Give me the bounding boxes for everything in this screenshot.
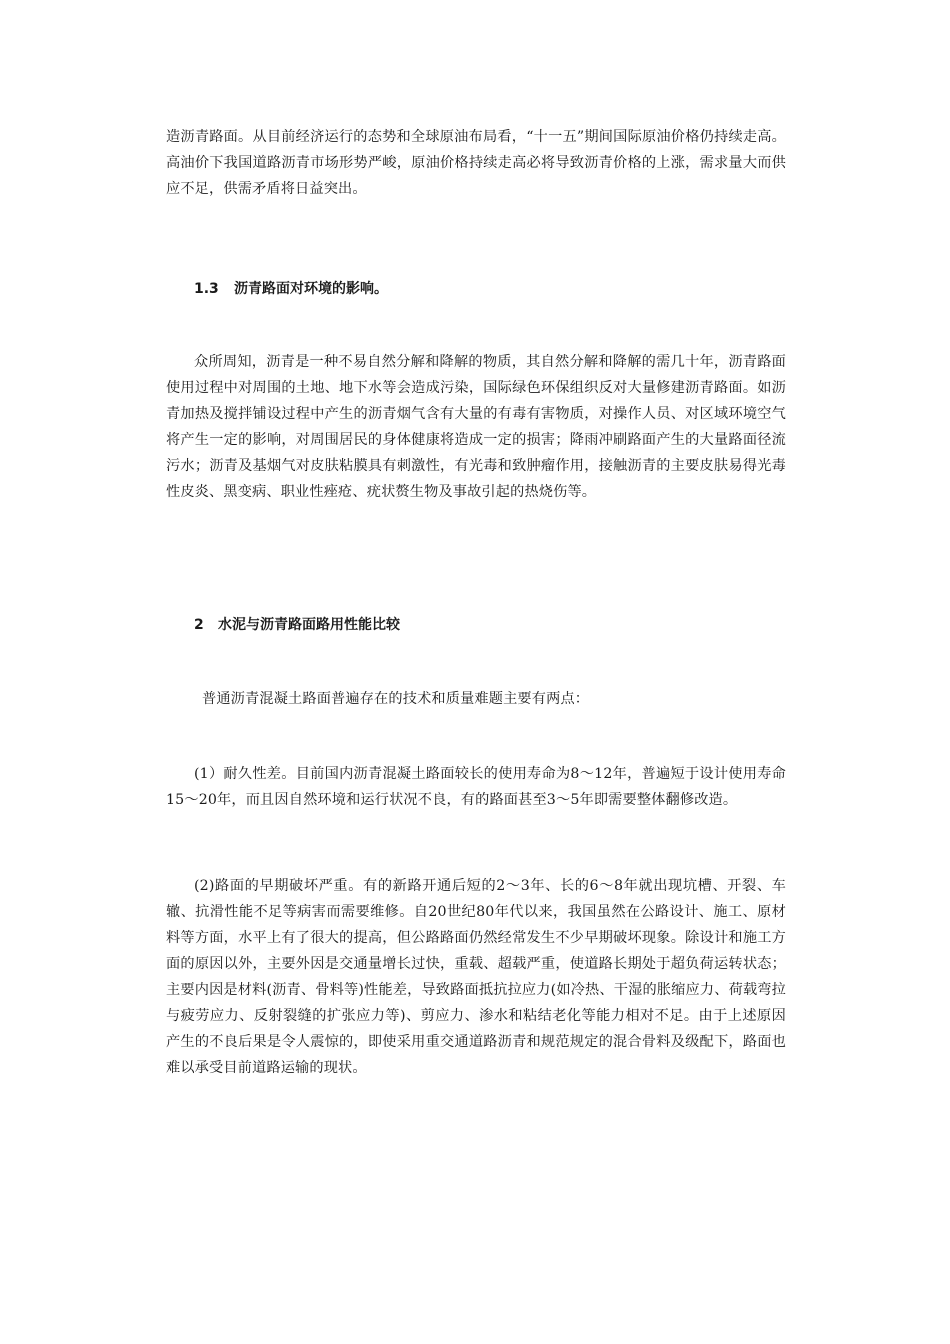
section-title: 水泥与沥青路面路用性能比较 [218,617,400,633]
section-number: 1.3 [194,281,219,297]
section-heading-2 [194,615,400,635]
section-title: 沥青路面对环境的影响 [234,281,374,297]
section-heading-1-3 [194,279,388,299]
section-number: 2 [194,617,204,633]
paragraph-environment: 众所周知，沥青是一种不易自然分解和降解的物质，其自然分解和降解的需几十年，沥青路面使用过程中对周围的土地、地下水等会造成污染，国际绿色环保组织反对大量修建沥青路面。如沥青加热及搅拌铺设过程中产生的沥青烟气含有大量的有毒有害物质，对操作人员、对区域环境空气将产生一定的影响，对周围居民的身体健康将造成一定的损害；降雨冲刷路面产生的大量路面径流污水；沥青及基烟气对皮肤粘膜具有刺激性，有光毒和致肿瘤作用，接触沥青的主要皮肤易得光毒性皮炎、黑变病、职业性痤疮、疣状赘生物及事故引起的热烧伤等。 [166,354,786,500]
paragraph-oil-price: 造沥青路面。从目前经济运行的态势和全球原油布局看，“十一五”期间国际原油价格仍持续走高。高油价下我国道路沥青市场形势严峻，原油价格持续走高必将导致沥青价格的上涨，需求量大而供应不足，供需矛盾将日益突出。 [166,129,786,197]
paragraph-item-1: (1）耐久性差。目前国内沥青混凝土路面较长的使用寿命为8～12年，普遍短于设计使用寿命15～20年，而且因自然环境和运行状况不良，有的路面甚至3～5年即需要整体翻修改造。 [166,766,786,808]
section-title-suffix: 。 [374,281,388,297]
paragraph-item-2: (2)路面的早期破坏严重。有的新路开通后短的2～3年、长的6～8年就出现坑槽、开裂、车辙、抗滑性能不足等病害而需要维修。自20世纪80年代以来，我国虽然在公路设计、施工、原材料等方面，水平上有了很大的提高，但公路路面仍然经常发生不少早期破坏现象。除设计和施工方面的原因以外，主要外因是交通量增长过快，重载、超载严重，使道路长期处于超负荷运转状态；主要内因是材料(沥青、骨料等)性能差，导致路面抵抗拉应力(如冷热、干湿的胀缩应力、荷载弯拉与疲劳应力、反射裂缝的扩张应力等)、剪应力、渗水和粘结老化等能力相对不足。由于上述原因产生的不良后果是令人震惊的，即使采用重交通道路沥青和规范规定的混合骨料及级配下，路面也难以承受目前道路运输的现状。 [166,878,786,1076]
paragraph-intro: 普通沥青混凝土路面普遍存在的技术和质量难题主要有两点： [202,691,590,707]
